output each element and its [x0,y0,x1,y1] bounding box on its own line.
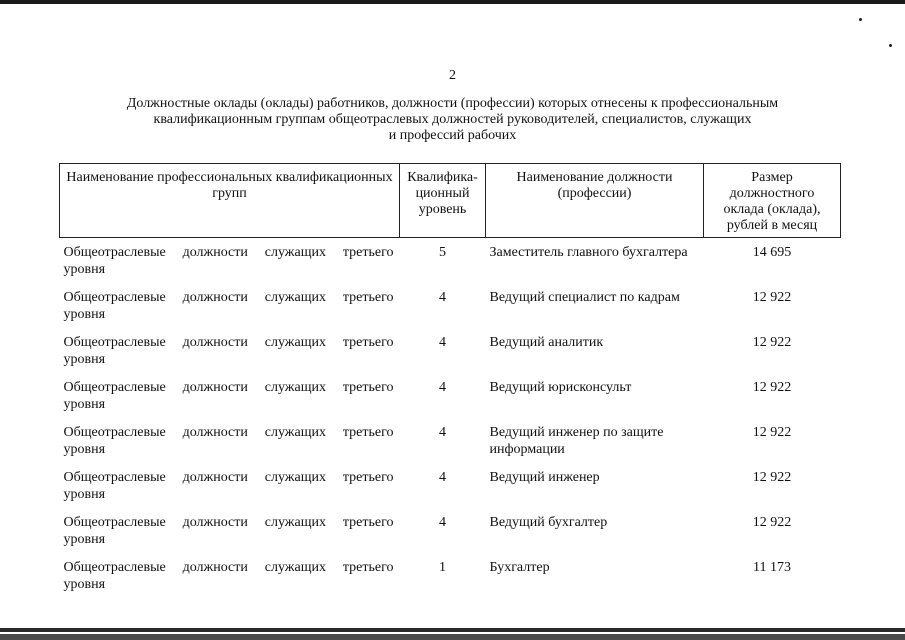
group-cell: Общеотраслевые должности служащих третьего уровня [63,245,394,277]
scan-top-border [0,0,905,4]
table-row [60,373,841,418]
salary-cell: 12 922 [752,334,792,350]
scan-speck [889,44,892,47]
table-row [60,238,841,283]
group-cell: Общеотраслевые должности служащих третьего уровня [63,559,394,592]
level-cell: 4 [439,424,446,440]
table-row [60,418,841,463]
group-cell: Общеотраслевые должности служащих третьего уровня [63,379,394,412]
page-number: 2 [449,68,456,83]
position-cell: Ведущий юрисконсульт [489,379,632,395]
scan-bottom-border [0,628,905,640]
table-row [60,463,841,508]
header-position-name: Наименование должности (профессии) [486,164,704,238]
table-row [60,328,841,373]
title-line: и профессий рабочих [388,128,517,143]
position-cell: Заместитель главного бухгалтера [489,245,688,260]
group-cell: Общеотраслевые должности служащих третьего уровня [63,334,394,367]
position-cell: Бухгалтер [489,559,550,575]
level-cell: 4 [439,334,446,350]
position-cell: Ведущий бухгалтер [489,514,608,530]
group-cell: Общеотраслевые должности служащих третьего уровня [63,289,394,322]
title-line: квалификационным группам общеотраслевых должностей руководителей, специалистов, служащих [153,112,752,127]
position-cell: Ведущий специалист по кадрам [489,289,680,305]
position-cell: Ведущий аналитик [489,334,604,350]
group-cell: Общеотраслевые должности служащих третьего уровня [63,424,394,457]
table-row [60,508,841,553]
salary-cell: 12 922 [752,514,792,530]
group-cell: Общеотраслевые должности служащих третьего уровня [63,469,394,502]
table-row [60,283,841,328]
header-salary: Размер должностного оклада (оклада), рублей в месяц [704,164,841,238]
scan-speck [859,18,862,21]
level-cell: 5 [439,245,446,260]
salary-cell: 12 922 [752,469,792,485]
level-cell: 1 [439,559,446,575]
salary-cell: 14 695 [752,245,792,260]
level-cell: 4 [439,514,446,530]
salary-cell: 11 173 [753,559,791,575]
group-cell: Общеотраслевые должности служащих третьего уровня [63,514,394,547]
salary-cell: 12 922 [752,289,792,305]
position-cell: Ведущий инженер по защите информации [489,424,664,457]
header-group-name: Наименование профессиональных квалификационных групп [60,164,400,238]
level-cell: 4 [439,289,446,305]
position-cell: Ведущий инженер [489,469,600,485]
header-qualification-level: Квалифика-ционный уровень [400,164,486,238]
salary-cell: 12 922 [752,424,792,440]
document-title [80,96,825,144]
level-cell: 4 [439,469,446,485]
table-header-row [60,164,841,238]
salary-table [59,163,841,598]
title-line: Должностные оклады (оклады) работников, должности (профессии) которых отнесены к профессиональным [126,96,779,111]
table-row [60,553,841,598]
salary-cell: 12 922 [752,379,792,395]
level-cell: 4 [439,379,446,395]
